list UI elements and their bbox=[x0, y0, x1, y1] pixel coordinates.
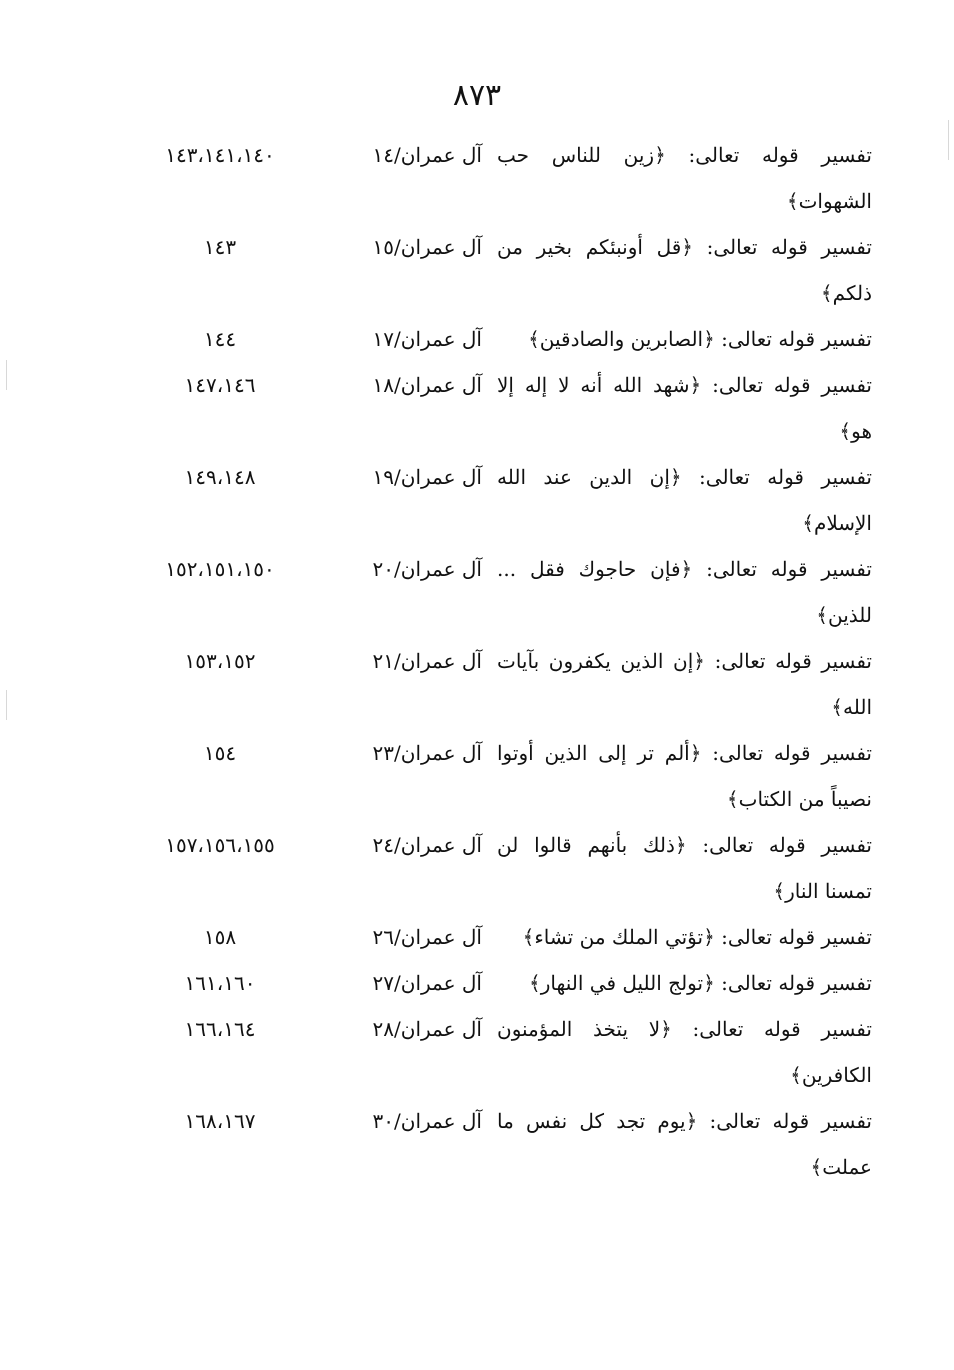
index-entry-line bbox=[120, 638, 872, 684]
entry-verse-reference: آل عمران/٣٠ bbox=[372, 1109, 482, 1133]
index-entry bbox=[120, 546, 872, 638]
entry-topic: تفسير قوله تعالى: ﴿لا يتخذ المؤمنون bbox=[497, 1017, 872, 1041]
entry-page-numbers: ١٥٧،١٥٦،١٥٥ bbox=[165, 833, 275, 857]
page-number: ٨٧٣ bbox=[452, 78, 502, 113]
index-entry bbox=[120, 638, 872, 730]
index-entry-line bbox=[120, 960, 872, 1006]
index-entry bbox=[120, 132, 872, 224]
entry-topic: تفسير قوله تعالى: ﴿ألم تر إلى الذين أوتوا bbox=[497, 741, 872, 765]
index-entry bbox=[120, 960, 872, 1006]
entry-topic: تفسير قوله تعالى: ﴿إن الدين عند الله bbox=[497, 465, 872, 489]
index-entry-line bbox=[120, 362, 872, 408]
index-entry-line bbox=[120, 132, 872, 178]
entry-page-numbers: ١٥٨ bbox=[203, 925, 237, 949]
entry-verse-reference: آل عمران/٢٣ bbox=[372, 741, 482, 765]
index-entry bbox=[120, 730, 872, 822]
index-entry-continuation-line bbox=[120, 1052, 872, 1098]
scan-edge-mark bbox=[6, 690, 7, 720]
entry-verse-reference: آل عمران/٢٨ bbox=[372, 1017, 482, 1041]
entry-topic-continuation: تمسنا النار﴾ bbox=[773, 879, 872, 903]
index-entry-line bbox=[120, 822, 872, 868]
entry-verse-reference: آل عمران/٢١ bbox=[372, 649, 482, 673]
entry-page-numbers: ١٥٢،١٥١،١٥٠ bbox=[165, 557, 275, 581]
scan-edge-mark bbox=[948, 120, 949, 160]
entry-topic: تفسير قوله تعالى: ﴿ذلك بأنهم قالوا لن bbox=[497, 833, 872, 857]
index-entry-line bbox=[120, 914, 872, 960]
entry-topic: تفسير قوله تعالى: ﴿قل أونبئكم بخير من bbox=[497, 235, 872, 259]
entry-page-numbers: ١٦٨،١٦٧ bbox=[184, 1109, 256, 1133]
index-entry-line bbox=[120, 730, 872, 776]
index-entry-continuation-line bbox=[120, 592, 872, 638]
entry-page-numbers: ١٤٤ bbox=[203, 327, 237, 351]
entry-verse-reference: آل عمران/١٩ bbox=[372, 465, 482, 489]
index-entry-line bbox=[120, 316, 872, 362]
entry-topic: تفسير قوله تعالى: ﴿تؤتي الملك من تشاء﴾ bbox=[522, 925, 872, 949]
index-entry-continuation-line bbox=[120, 1144, 872, 1190]
entry-verse-reference: آل عمران/١٤ bbox=[372, 143, 482, 167]
index-entry bbox=[120, 1006, 872, 1098]
index-entry bbox=[120, 454, 872, 546]
index-entry-line bbox=[120, 1098, 872, 1144]
entry-topic-continuation: الإسلام﴾ bbox=[802, 511, 872, 535]
index-entry-continuation-line bbox=[120, 500, 872, 546]
entry-topic: تفسير قوله تعالى: ﴿يوم تجد كل نفس ما bbox=[497, 1109, 872, 1133]
index-list bbox=[120, 132, 872, 1190]
index-entry bbox=[120, 1098, 872, 1190]
entry-topic-continuation: هو﴾ bbox=[839, 419, 872, 443]
entry-page-numbers: ١٦٦،١٦٤ bbox=[184, 1017, 256, 1041]
index-entry bbox=[120, 224, 872, 316]
index-entry-line bbox=[120, 546, 872, 592]
index-entry-line bbox=[120, 454, 872, 500]
entry-topic-continuation: الله﴾ bbox=[831, 695, 872, 719]
index-entry-line bbox=[120, 224, 872, 270]
index-entry bbox=[120, 316, 872, 362]
entry-topic: تفسير قوله تعالى: ﴿فإن حاجوك فقل ... bbox=[497, 557, 872, 581]
index-entry-continuation-line bbox=[120, 408, 872, 454]
index-entry-continuation-line bbox=[120, 178, 872, 224]
entry-page-numbers: ١٤٩،١٤٨ bbox=[184, 465, 256, 489]
entry-topic-continuation: للذين﴾ bbox=[816, 603, 872, 627]
index-entry bbox=[120, 362, 872, 454]
entry-verse-reference: آل عمران/٢٤ bbox=[372, 833, 482, 857]
entry-topic-continuation: ذلكم﴾ bbox=[820, 281, 872, 305]
index-entry-continuation-line bbox=[120, 270, 872, 316]
entry-topic: تفسير قوله تعالى: ﴿الصابرين والصادقين﴾ bbox=[528, 327, 872, 351]
entry-page-numbers: ١٦١،١٦٠ bbox=[184, 971, 256, 995]
entry-topic-continuation: الكافرين﴾ bbox=[790, 1063, 872, 1087]
index-entry-continuation-line bbox=[120, 776, 872, 822]
entry-verse-reference: آل عمران/٢٠ bbox=[372, 557, 482, 581]
entry-topic: تفسير قوله تعالى: ﴿زين للناس حب bbox=[497, 143, 872, 167]
entry-topic-continuation: الشهوات﴾ bbox=[786, 189, 872, 213]
index-entry bbox=[120, 822, 872, 914]
entry-verse-reference: آل عمران/١٥ bbox=[372, 235, 482, 259]
entry-page-numbers: ١٥٤ bbox=[203, 741, 237, 765]
entry-topic-continuation: عملت﴾ bbox=[810, 1155, 872, 1179]
entry-verse-reference: آل عمران/٢٧ bbox=[372, 971, 482, 995]
entry-page-numbers: ١٤٣ bbox=[203, 235, 237, 259]
index-entry bbox=[120, 914, 872, 960]
entry-topic: تفسير قوله تعالى: ﴿إن الذين يكفرون بآيات bbox=[497, 649, 872, 673]
entry-verse-reference: آل عمران/١٧ bbox=[372, 327, 482, 351]
entry-page-numbers: ١٥٣،١٥٢ bbox=[184, 649, 256, 673]
entry-verse-reference: آل عمران/٢٦ bbox=[372, 925, 482, 949]
entry-page-numbers: ١٤٧،١٤٦ bbox=[184, 373, 256, 397]
index-entry-line bbox=[120, 1006, 872, 1052]
entry-topic: تفسير قوله تعالى: ﴿تولج الليل في النهار﴾ bbox=[529, 971, 872, 995]
scan-edge-mark bbox=[6, 360, 7, 390]
index-entry-continuation-line bbox=[120, 868, 872, 914]
entry-verse-reference: آل عمران/١٨ bbox=[372, 373, 482, 397]
entry-topic-continuation: نصيباً من الكتاب﴾ bbox=[726, 787, 872, 811]
entry-topic: تفسير قوله تعالى: ﴿شهد الله أنه لا إله إلا bbox=[497, 373, 872, 397]
entry-page-numbers: ١٤٣،١٤١،١٤٠ bbox=[165, 143, 275, 167]
index-entry-continuation-line bbox=[120, 684, 872, 730]
